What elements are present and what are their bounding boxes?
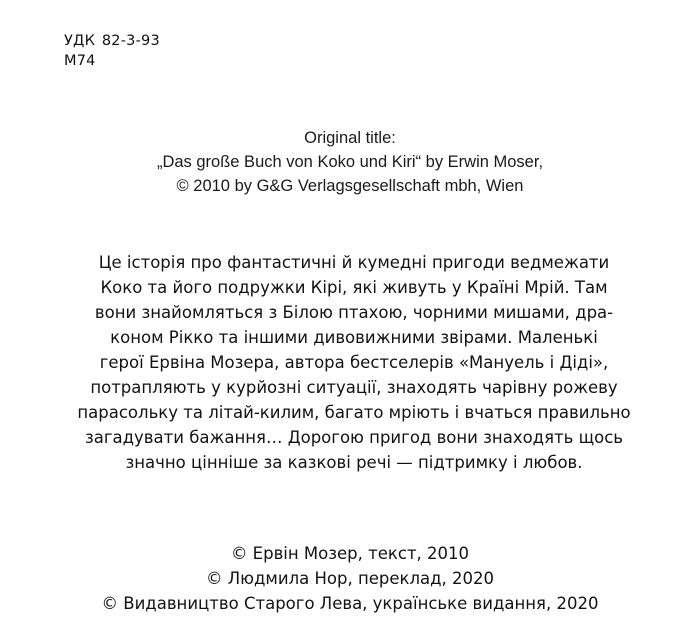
- udk-line: [64, 31, 160, 51]
- author-mark: М74: [64, 53, 96, 69]
- description-line: герої Ервіна Мозера, автора бестселерів «Мануель і Діді»,: [99, 353, 609, 372]
- description-line: значно цінніше за казкові речі — підтримку і любов.: [125, 453, 583, 472]
- description-line: парасольку та літай-килим, багато мріють і вчаться правильно: [77, 403, 631, 422]
- catalog-block: [64, 31, 160, 71]
- description-line: потрапляють у курйозні ситуації, знаходять чарівну рожеву: [90, 378, 618, 397]
- udk-code: 82-3-93: [101, 33, 160, 49]
- description-line: вони знайомляться з Білою птахою, чорними мишами, дра-: [94, 303, 614, 322]
- copyright-notices: [0, 541, 700, 616]
- description-line: коном Рікко та іншими дивовижними звірами. Маленькі: [110, 328, 598, 347]
- copyright-translation-notice: © Людмила Нор, переклад, 2020: [205, 569, 495, 588]
- description-line: Це історія про фантастичні й кумедні пригоди ведмежати: [98, 253, 610, 272]
- original-title-block: [0, 126, 700, 198]
- description-line: загадувати бажання… Дорогою пригод вони знаходять щось: [84, 428, 624, 447]
- udk-label: УДК: [64, 33, 96, 49]
- original-title-heading: Original title:: [304, 129, 396, 147]
- original-copyright-line: © 2010 by G&G Verlagsgesellschaft mbh, Wien: [176, 177, 524, 195]
- copyright-text-notice: © Ервін Мозер, текст, 2010: [230, 544, 470, 563]
- book-description: [64, 250, 644, 475]
- description-line: Коко та його подружки Кірі, які живуть у Країні Мрій. Там: [100, 278, 608, 297]
- original-title-line: „Das große Buch von Koko und Kiri“ by Erwin Moser,: [156, 153, 544, 171]
- copyright-edition-notice: © Видавництво Старого Лева, українське видання, 2020: [101, 594, 599, 613]
